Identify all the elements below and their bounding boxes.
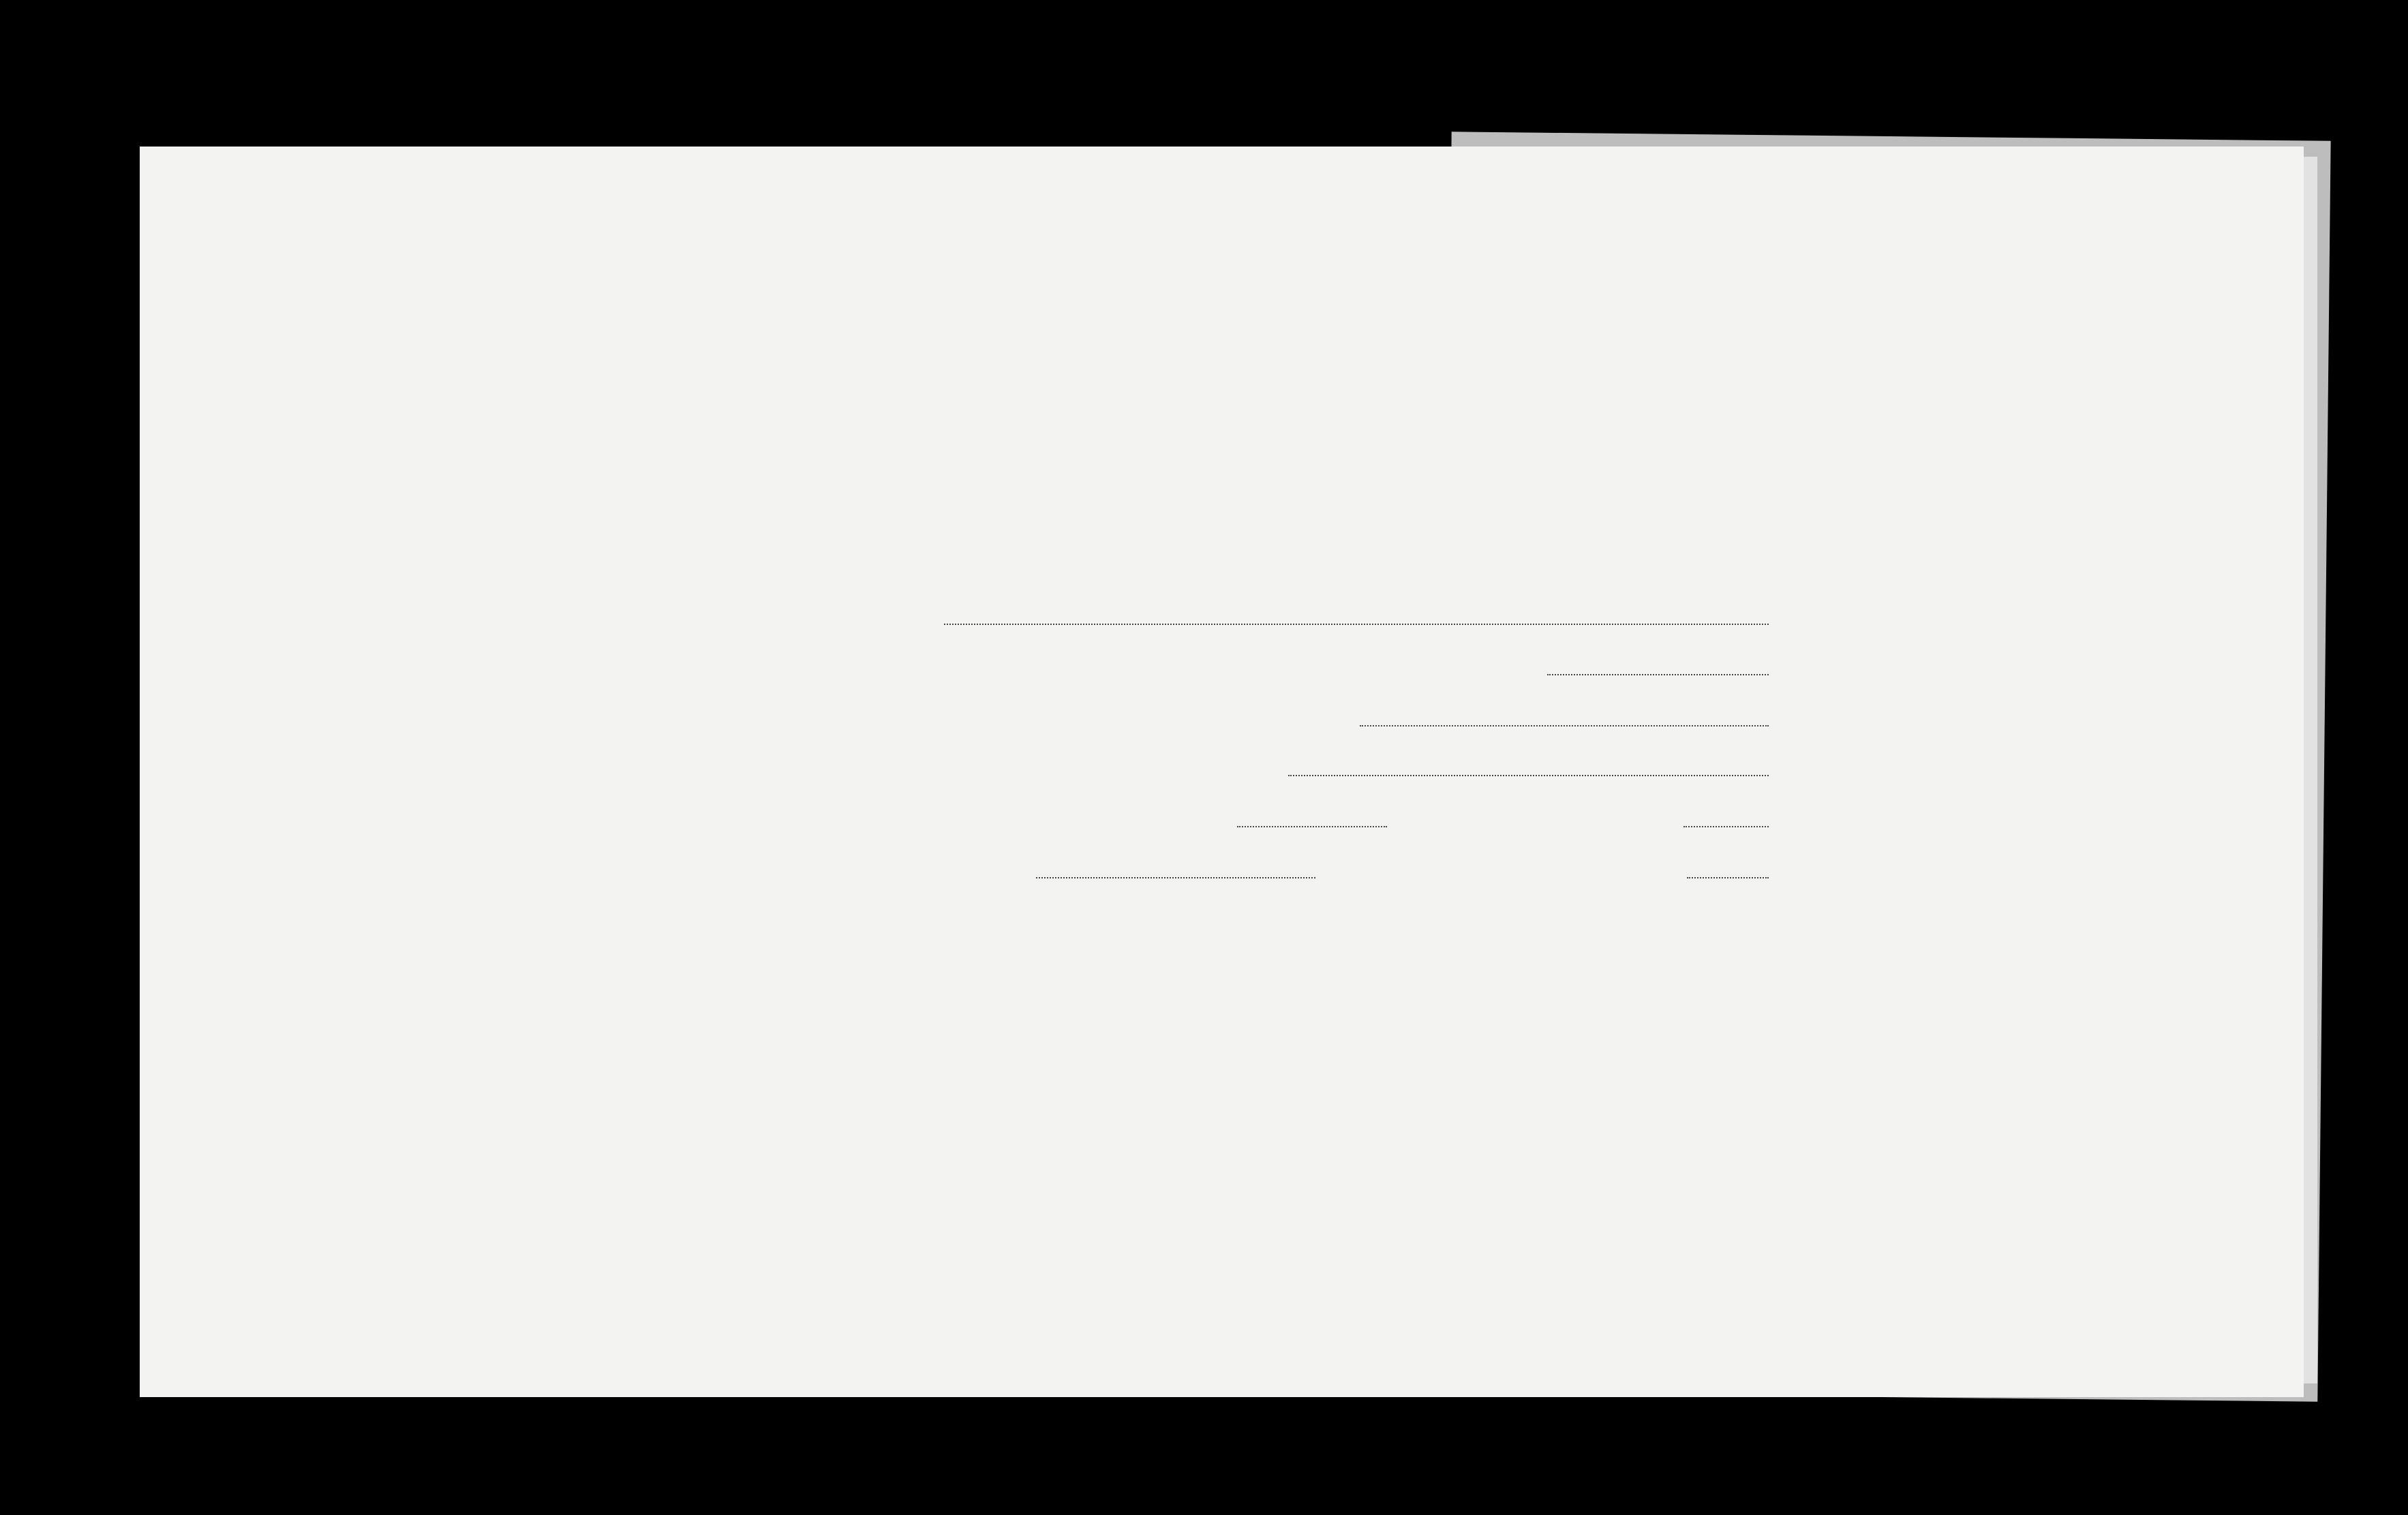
q5a-answer-line[interactable]	[1237, 826, 1387, 827]
q5b-answer-line[interactable]	[1683, 826, 1769, 827]
q6b-answer-line[interactable]	[1687, 877, 1769, 878]
census-card-sheet	[140, 147, 2304, 1397]
q3-answer-line[interactable]	[1360, 725, 1769, 726]
q4-answer-line[interactable]	[1288, 775, 1769, 776]
q6a-answer-line[interactable]	[1036, 877, 1315, 878]
q1-answer-line[interactable]	[944, 624, 1769, 625]
q2-answer-line[interactable]	[1547, 674, 1769, 675]
